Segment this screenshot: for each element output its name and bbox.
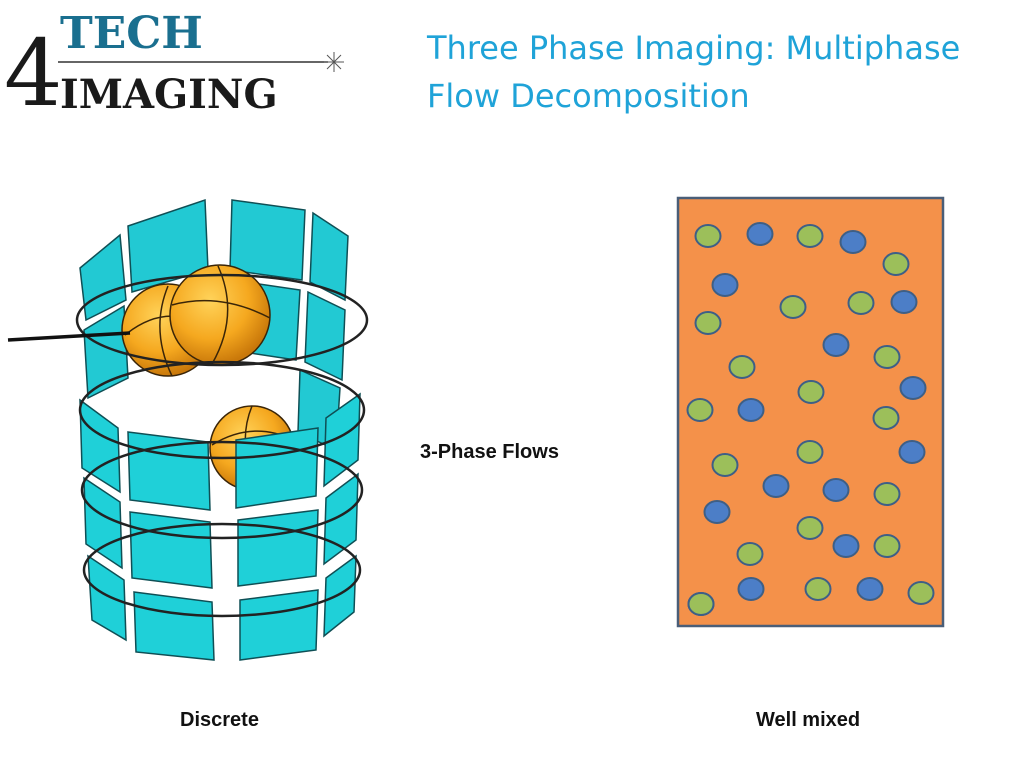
green-phase-bubble [798, 441, 823, 463]
green-phase-bubble [713, 454, 738, 476]
blue-phase-bubble [834, 535, 859, 557]
logo-text-tech: TECH [60, 8, 203, 59]
well-mixed-panel [670, 190, 955, 635]
green-phase-bubble [875, 535, 900, 557]
label-well-mixed: Well mixed [756, 709, 861, 731]
logo-text-imaging: IMAGING [60, 71, 278, 118]
green-phase-bubble [689, 593, 714, 615]
blue-phase-bubble [824, 479, 849, 501]
blue-phase-bubble [901, 377, 926, 399]
blue-phase-bubble [892, 291, 917, 313]
green-phase-bubble [730, 356, 755, 378]
green-phase-bubble [688, 399, 713, 421]
logo-star-icon [324, 52, 344, 72]
green-phase-bubble [884, 253, 909, 275]
blue-phase-bubble [858, 578, 883, 600]
blue-phase-bubble [739, 578, 764, 600]
green-phase-bubble [696, 225, 721, 247]
green-phase-bubble [738, 543, 763, 565]
logo-digit-4: 4 [4, 20, 63, 125]
slide-title-line1: Three Phase Imaging: Multiphase [427, 29, 961, 67]
green-phase-bubble [799, 381, 824, 403]
green-phase-bubble [781, 296, 806, 318]
green-phase-bubble [696, 312, 721, 334]
blue-phase-bubble [824, 334, 849, 356]
label-discrete: Discrete [180, 709, 259, 731]
blue-phase-bubble [764, 475, 789, 497]
green-phase-bubble [849, 292, 874, 314]
label-3-phase-flows: 3-Phase Flows [420, 441, 559, 463]
blue-phase-bubble [739, 399, 764, 421]
green-phase-bubble [874, 407, 899, 429]
bubble-2 [170, 265, 270, 365]
green-phase-bubble [806, 578, 831, 600]
blue-phase-bubble [713, 274, 738, 296]
green-phase-bubble [909, 582, 934, 604]
slide-title [427, 24, 1007, 120]
green-phase-bubble [875, 483, 900, 505]
blue-phase-bubble [900, 441, 925, 463]
tech4imaging-logo [0, 0, 350, 125]
blue-phase-bubble [705, 501, 730, 523]
sensor-cylinder-illustration [0, 190, 380, 670]
blue-phase-bubble [841, 231, 866, 253]
green-phase-bubble [875, 346, 900, 368]
slide-title-line2: Flow Decomposition [427, 77, 750, 115]
green-phase-bubble [798, 517, 823, 539]
green-phase-bubble [798, 225, 823, 247]
blue-phase-bubble [748, 223, 773, 245]
